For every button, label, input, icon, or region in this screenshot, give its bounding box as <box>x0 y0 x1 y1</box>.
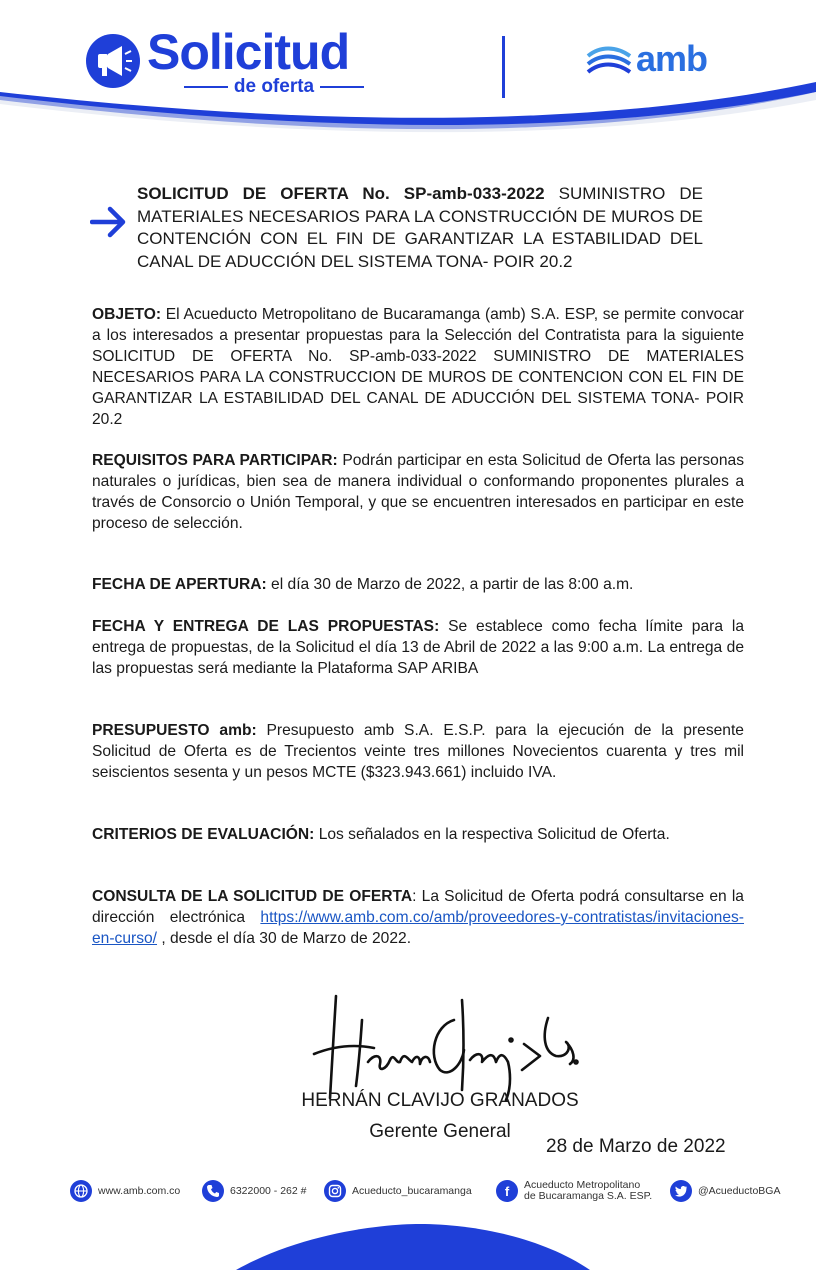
megaphone-icon <box>86 34 140 88</box>
footer-instagram[interactable]: Acueducto_bucaramanga <box>324 1178 472 1204</box>
instagram-icon <box>324 1180 346 1202</box>
footer-contacts <box>70 1178 790 1208</box>
phone-icon <box>202 1180 224 1202</box>
requisitos-paragraph: REQUISITOS PARA PARTICIPAR: Podrán participar en esta Solicitud de Oferta las personas naturales o jurídicas, bien sea de manera individual o conformando proponentes plurales a través de Consorcio o Unión Temporal, y que se encuentren interesados en participar en este proceso de selección. <box>92 452 745 532</box>
signer-role: Gerente General <box>369 1121 511 1142</box>
signer-name: HERNÁN CLAVIJO GRANADOS <box>301 1090 579 1111</box>
header-divider <box>502 36 505 98</box>
criterios-paragraph: CRITERIOS DE EVALUACIÓN: Los señalados en la respectiva Solicitud de Oferta. <box>92 826 670 843</box>
footer-facebook[interactable]: f Acueducto Metropolitano de Bucaramanga S.A. ESP. <box>496 1178 652 1204</box>
footer-arc <box>0 1220 816 1270</box>
apertura-paragraph: FECHA DE APERTURA: el día 30 de Marzo de 2022, a partir de las 8:00 a.m. <box>92 576 634 593</box>
facebook-icon: f <box>496 1180 518 1202</box>
logo-subtitle: de oferta <box>147 76 401 98</box>
twitter-icon <box>670 1180 692 1202</box>
footer-phone[interactable]: 6322000 - 262 # <box>202 1178 306 1204</box>
footer-website[interactable]: www.amb.com.co <box>70 1178 180 1204</box>
presupuesto-paragraph: PRESUPUESTO amb: Presupuesto amb S.A. E.S.P. para la ejecución de la presente Solicitud de Oferta es de Trecientos veinte tres millones Novecientos cuarenta y tres mil seiscientos sesenta y un pesos MCTE ($323.943.661) incluido IVA. <box>92 722 744 781</box>
signature-date: 28 de Marzo de 2022 <box>546 1136 726 1157</box>
entrega-paragraph: FECHA Y ENTREGA DE LAS PROPUESTAS: Se establece como fecha límite para la entrega de propuestas, de la Solicitud el día 13 de Abril de 2022 a las 9:00 a.m. La entrega de las propuestas será mediante la Plataforma SAP ARIBA <box>92 618 744 677</box>
objeto-paragraph: OBJETO: El Acueducto Metropolitano de Bucaramanga (amb) S.A. ESP, se permite convocar a los interesados a presentar propuestas para la Selección del Contratista para la siguiente SOLICITUD DE OFERTA No. SP-amb-033-2022 SUMINISTRO DE MATERIALES NECESARIOS PARA LA CONSTRUCCION DE MUROS DE CONTENCION CON EL FIN DE GARANTIZAR LA ESTABILIDAD DEL CANAL DE ADUCCIÓN DEL SISTEMA TONA- POIR 20.2 <box>92 306 744 428</box>
consulta-link[interactable]: https://www.amb.com.co/amb/proveedores-y-contratistas/invitaciones-en-curso/ <box>92 909 744 947</box>
logo-title: Solicitud <box>147 24 350 80</box>
footer-twitter[interactable]: @AcueductoBGA <box>670 1178 780 1204</box>
document-title: SOLICITUD DE OFERTA No. SP-amb-033-2022 SUMINISTRO DE MATERIALES NECESARIOS PARA LA CONSTRUCCIÓN DE MUROS DE CONTENCIÓN CON EL FIN DE GARANTIZAR LA ESTABILIDAD DEL CANAL DE ADUCCIÓN DEL SISTEMA TONA- POIR 20.2 <box>137 184 703 271</box>
globe-icon <box>70 1180 92 1202</box>
arrow-right-icon <box>90 204 128 240</box>
title-number: SOLICITUD DE OFERTA No. SP-amb-033-2022 <box>137 184 545 203</box>
consulta-paragraph: CONSULTA DE LA SOLICITUD DE OFERTA: La Solicitud de Oferta podrá consultarse en la dirección electrónica https://www.amb.com.co/amb/proveedores-y-contratistas/invitaciones-en-curso/ , desde el día 30 de Marzo de 2022. <box>92 888 744 947</box>
amb-logo: amb <box>636 38 708 79</box>
